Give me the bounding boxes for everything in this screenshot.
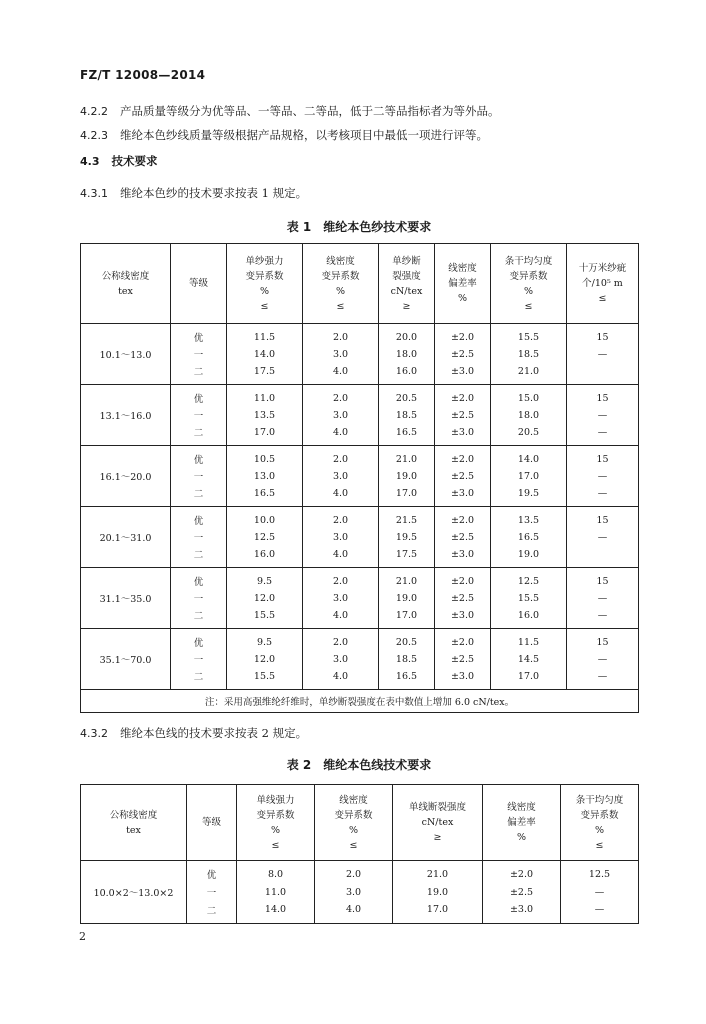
header-text: 线密度 bbox=[448, 263, 477, 274]
value-cell: 21.5 bbox=[379, 507, 435, 528]
value-cell: 19.0 bbox=[393, 882, 483, 903]
grade-cell: 一 bbox=[171, 649, 227, 669]
value-cell: 16.5 bbox=[379, 669, 435, 690]
value-cell: — bbox=[561, 882, 639, 903]
value-cell: — bbox=[567, 405, 639, 425]
value-cell: ±3.0 bbox=[435, 608, 491, 629]
value-cell: ±3.0 bbox=[435, 486, 491, 507]
value-cell: 3.0 bbox=[303, 527, 379, 547]
header-cell bbox=[227, 244, 303, 324]
value-cell: 17.0 bbox=[227, 425, 303, 446]
value-cell: 17.0 bbox=[379, 608, 435, 629]
grade-cell: 优 bbox=[187, 861, 237, 882]
value-cell: ±2.5 bbox=[435, 405, 491, 425]
header-cell bbox=[379, 244, 435, 324]
value-cell: 17.0 bbox=[379, 486, 435, 507]
value-cell: 15 bbox=[567, 324, 639, 345]
density-range-cell: 35.1～70.0 bbox=[81, 629, 171, 690]
value-cell: 4.0 bbox=[315, 903, 393, 924]
value-cell: 16.5 bbox=[227, 486, 303, 507]
value-cell: 16.5 bbox=[379, 425, 435, 446]
value-cell: 21.0 bbox=[393, 861, 483, 882]
value-cell: 4.0 bbox=[303, 669, 379, 690]
header-text: cN/tex bbox=[390, 285, 423, 297]
header-cell bbox=[567, 244, 639, 324]
value-cell: 17.0 bbox=[491, 669, 567, 690]
section-4-3-heading bbox=[80, 153, 158, 169]
value-cell: 17.0 bbox=[393, 903, 483, 924]
value-cell: 2.0 bbox=[303, 324, 379, 345]
header-text: 单线断裂强度 bbox=[408, 802, 466, 813]
value-cell: 4.0 bbox=[303, 608, 379, 629]
density-range-cell: 20.1～31.0 bbox=[81, 507, 171, 568]
header-text: 偏差率 bbox=[507, 817, 536, 828]
value-cell: ±3.0 bbox=[435, 425, 491, 446]
grade-cell: 优 bbox=[171, 568, 227, 589]
header-text: ≤ bbox=[349, 839, 358, 851]
value-cell: 12.5 bbox=[561, 861, 639, 882]
value-cell: ±2.0 bbox=[435, 507, 491, 528]
table1 bbox=[80, 243, 639, 713]
header-text: 裂强度 bbox=[392, 270, 421, 282]
value-cell: — bbox=[567, 425, 639, 446]
value-cell: 19.0 bbox=[379, 588, 435, 608]
table-note: 注：采用高强维纶纤维时，单纱断裂强度在表中数值上增加 6.0 cN/tex。 bbox=[81, 690, 639, 713]
header-cell bbox=[491, 244, 567, 324]
value-cell: 21.0 bbox=[379, 446, 435, 467]
header-text: % bbox=[348, 824, 359, 836]
grade-cell: 一 bbox=[171, 527, 227, 547]
value-cell: 17.5 bbox=[379, 547, 435, 568]
clause-text: 维纶本色线的技术要求按表 2 规定。 bbox=[120, 726, 308, 740]
value-cell: 2.0 bbox=[303, 507, 379, 528]
header-text: % bbox=[516, 832, 527, 843]
value-cell: 15 bbox=[567, 507, 639, 528]
value-cell: ±3.0 bbox=[435, 669, 491, 690]
density-range-cell: 10.0×2～13.0×2 bbox=[93, 888, 174, 899]
header-cell bbox=[315, 785, 393, 861]
value-cell: 10.0 bbox=[227, 507, 303, 528]
value-cell: 16.0 bbox=[379, 364, 435, 385]
paragraph-4-3-2 bbox=[80, 725, 307, 741]
value-cell: 12.5 bbox=[491, 568, 567, 589]
header-cell bbox=[393, 785, 483, 861]
value-cell: 15.5 bbox=[227, 608, 303, 629]
header-text: cN/tex bbox=[421, 817, 454, 828]
header-text: 等级 bbox=[188, 278, 208, 289]
density-range-cell: 31.1～35.0 bbox=[81, 568, 171, 629]
value-cell: 2.0 bbox=[303, 446, 379, 467]
table1-header-row bbox=[81, 244, 639, 324]
page-number: 2 bbox=[79, 930, 86, 943]
value-cell: 14.0 bbox=[227, 344, 303, 364]
value-cell: 4.0 bbox=[303, 364, 379, 385]
table2 bbox=[80, 784, 639, 924]
value-cell: ±2.0 bbox=[435, 385, 491, 406]
header-text: 变异系数 bbox=[509, 270, 548, 282]
header-text: % bbox=[335, 285, 346, 297]
grade-cell: 二 bbox=[171, 608, 227, 629]
value-cell: ±2.5 bbox=[435, 466, 491, 486]
grade-cell: 二 bbox=[171, 364, 227, 385]
value-cell: ±2.5 bbox=[435, 588, 491, 608]
value-cell: 2.0 bbox=[303, 629, 379, 650]
clause-number: 4.3 bbox=[80, 155, 100, 168]
value-cell bbox=[567, 364, 639, 385]
value-cell: 19.5 bbox=[379, 527, 435, 547]
header-text: ≤ bbox=[260, 300, 269, 312]
grade-cell: 二 bbox=[171, 547, 227, 568]
value-cell: — bbox=[567, 608, 639, 629]
header-text: 公称线密度 bbox=[109, 809, 158, 821]
value-cell: 4.0 bbox=[303, 486, 379, 507]
value-cell: 20.5 bbox=[379, 629, 435, 650]
header-text: ≤ bbox=[271, 839, 280, 851]
header-text: 变异系数 bbox=[321, 270, 360, 282]
header-text: 十万米纱疵 bbox=[578, 263, 627, 274]
header-text: 变异系数 bbox=[334, 809, 373, 821]
value-cell: — bbox=[567, 527, 639, 547]
header-cell bbox=[483, 785, 561, 861]
value-cell: 12.0 bbox=[227, 588, 303, 608]
value-cell: 15 bbox=[567, 385, 639, 406]
value-cell: ±2.5 bbox=[435, 344, 491, 364]
header-text: 单纱强力 bbox=[245, 255, 284, 267]
grade-cell: 二 bbox=[171, 669, 227, 690]
value-cell: ±2.0 bbox=[435, 568, 491, 589]
value-cell: 11.0 bbox=[237, 882, 315, 903]
value-cell: — bbox=[567, 669, 639, 690]
header-text: 等级 bbox=[201, 817, 221, 828]
clause-text: 技术要求 bbox=[111, 154, 158, 168]
value-cell: — bbox=[567, 588, 639, 608]
value-cell: — bbox=[561, 903, 639, 924]
value-cell: 13.0 bbox=[227, 466, 303, 486]
value-cell: 2.0 bbox=[303, 568, 379, 589]
header-text: 偏差率 bbox=[448, 278, 477, 289]
header-text: 个/10⁵ m bbox=[582, 278, 623, 289]
value-cell: 12.5 bbox=[227, 527, 303, 547]
header-text: % bbox=[523, 285, 534, 297]
header-text: ≤ bbox=[595, 839, 604, 851]
header-text: 变异系数 bbox=[245, 270, 284, 282]
header-text: ≤ bbox=[598, 293, 607, 304]
value-cell: 3.0 bbox=[303, 466, 379, 486]
grade-cell: 一 bbox=[171, 588, 227, 608]
value-cell: 16.0 bbox=[227, 547, 303, 568]
header-text: 条干均匀度 bbox=[504, 255, 553, 267]
value-cell: 15.0 bbox=[491, 385, 567, 406]
value-cell: 3.0 bbox=[303, 588, 379, 608]
value-cell: 2.0 bbox=[303, 385, 379, 406]
table-row bbox=[81, 507, 639, 528]
header-text: 单纱断 bbox=[392, 255, 421, 267]
value-cell: 3.0 bbox=[303, 344, 379, 364]
value-cell: 15 bbox=[567, 568, 639, 589]
header-text: 变异系数 bbox=[256, 809, 295, 821]
value-cell: 4.0 bbox=[303, 547, 379, 568]
standard-header: FZ/T 12008—2014 bbox=[80, 68, 206, 82]
value-cell bbox=[567, 547, 639, 568]
table-row bbox=[81, 629, 639, 650]
clause-number: 4.2.3 bbox=[80, 129, 108, 142]
value-cell: 3.0 bbox=[303, 649, 379, 669]
value-cell: ±2.5 bbox=[483, 882, 561, 903]
header-text: tex bbox=[118, 285, 133, 297]
clause-number: 4.3.2 bbox=[80, 727, 108, 740]
table-row bbox=[81, 861, 639, 882]
value-cell: 18.5 bbox=[379, 405, 435, 425]
value-cell: 14.0 bbox=[491, 446, 567, 467]
density-range-cell: 13.1～16.0 bbox=[81, 385, 171, 446]
density-range-cell: 16.1～20.0 bbox=[81, 446, 171, 507]
grade-cell: 二 bbox=[171, 486, 227, 507]
header-text: ≤ bbox=[336, 300, 345, 312]
header-text: % bbox=[270, 824, 281, 836]
value-cell: 13.5 bbox=[227, 405, 303, 425]
header-cell bbox=[303, 244, 379, 324]
grade-cell: 优 bbox=[171, 446, 227, 467]
value-cell: 14.5 bbox=[491, 649, 567, 669]
value-cell: 15 bbox=[567, 629, 639, 650]
value-cell: 19.0 bbox=[491, 547, 567, 568]
value-cell: 9.5 bbox=[227, 568, 303, 589]
value-cell: 17.0 bbox=[491, 466, 567, 486]
value-cell: 4.0 bbox=[303, 425, 379, 446]
header-text: 条干均匀度 bbox=[575, 794, 624, 806]
value-cell: 15 bbox=[567, 446, 639, 467]
clause-number: 4.2.2 bbox=[80, 105, 108, 118]
value-cell: ±2.5 bbox=[435, 649, 491, 669]
header-cell bbox=[171, 244, 227, 324]
paragraph-4-2-3 bbox=[80, 127, 488, 143]
header-cell bbox=[81, 244, 171, 324]
value-cell: 18.0 bbox=[379, 344, 435, 364]
value-cell: — bbox=[567, 466, 639, 486]
value-cell: 19.0 bbox=[379, 466, 435, 486]
table-note-row bbox=[81, 690, 639, 713]
value-cell: ±3.0 bbox=[435, 547, 491, 568]
value-cell: ±2.0 bbox=[435, 324, 491, 345]
table1-body bbox=[81, 324, 639, 713]
grade-cell: 优 bbox=[171, 385, 227, 406]
value-cell: 18.5 bbox=[379, 649, 435, 669]
value-cell: 15.5 bbox=[491, 588, 567, 608]
clause-text: 产品质量等级分为优等品、一等品、二等品，低于二等品指标者为等外品。 bbox=[120, 104, 500, 118]
value-cell: 18.5 bbox=[491, 344, 567, 364]
header-text: 线密度 bbox=[507, 802, 536, 813]
value-cell: — bbox=[567, 649, 639, 669]
value-cell: 20.0 bbox=[379, 324, 435, 345]
grade-cell: 一 bbox=[187, 882, 237, 903]
value-cell: — bbox=[567, 486, 639, 507]
value-cell: 12.0 bbox=[227, 649, 303, 669]
value-cell: 16.5 bbox=[491, 527, 567, 547]
value-cell: 14.0 bbox=[237, 903, 315, 924]
density-range-cell: 10.1～13.0 bbox=[99, 350, 152, 361]
value-cell: 15.5 bbox=[491, 324, 567, 345]
header-text: ≤ bbox=[524, 300, 533, 312]
header-cell bbox=[237, 785, 315, 861]
value-cell: 13.5 bbox=[491, 507, 567, 528]
header-text: 单线强力 bbox=[256, 794, 295, 806]
paragraph-4-3-1 bbox=[80, 185, 307, 201]
value-cell: 8.0 bbox=[237, 861, 315, 882]
header-text: 变异系数 bbox=[580, 809, 619, 821]
grade-cell: 二 bbox=[171, 425, 227, 446]
header-text: % bbox=[259, 285, 270, 297]
value-cell: ±3.0 bbox=[435, 364, 491, 385]
header-text: ≥ bbox=[433, 832, 442, 843]
table-row bbox=[81, 324, 639, 345]
value-cell: 16.0 bbox=[491, 608, 567, 629]
header-text: ≥ bbox=[402, 300, 411, 312]
table2-body bbox=[81, 861, 639, 924]
table-row bbox=[81, 446, 639, 467]
value-cell: 3.0 bbox=[315, 882, 393, 903]
grade-cell: 优 bbox=[171, 507, 227, 528]
value-cell: 18.0 bbox=[491, 405, 567, 425]
grade-cell: 优 bbox=[171, 629, 227, 650]
paragraph-4-2-2 bbox=[80, 103, 500, 119]
value-cell: ±3.0 bbox=[483, 903, 561, 924]
value-cell: 21.0 bbox=[491, 364, 567, 385]
grade-cell: 一 bbox=[171, 344, 227, 364]
value-cell: 3.0 bbox=[303, 405, 379, 425]
header-text: 线密度 bbox=[326, 255, 355, 267]
grade-cell: 一 bbox=[171, 405, 227, 425]
header-cell bbox=[435, 244, 491, 324]
header-text: 线密度 bbox=[339, 794, 368, 806]
value-cell: 11.5 bbox=[227, 324, 303, 345]
header-cell bbox=[81, 785, 187, 861]
value-cell: 20.5 bbox=[379, 385, 435, 406]
table1-caption: 表 1 维纶本色纱技术要求 bbox=[286, 220, 432, 234]
value-cell: 9.5 bbox=[227, 629, 303, 650]
table2-header-row bbox=[81, 785, 639, 861]
value-cell: 10.5 bbox=[227, 446, 303, 467]
header-text: tex bbox=[126, 824, 141, 836]
value-cell: 17.5 bbox=[227, 364, 303, 385]
grade-cell: 一 bbox=[171, 466, 227, 486]
value-cell: 20.5 bbox=[491, 425, 567, 446]
table2-caption: 表 2 维纶本色线技术要求 bbox=[286, 758, 432, 772]
header-text: % bbox=[457, 293, 468, 304]
header-cell bbox=[561, 785, 639, 861]
clause-number: 4.3.1 bbox=[80, 187, 108, 200]
clause-text: 维纶本色纱线质量等级根据产品规格，以考核项目中最低一项进行评等。 bbox=[120, 128, 488, 142]
grade-cell: 二 bbox=[187, 903, 237, 924]
value-cell: 11.5 bbox=[491, 629, 567, 650]
value-cell: 19.5 bbox=[491, 486, 567, 507]
header-text: % bbox=[594, 824, 605, 836]
value-cell: ±2.5 bbox=[435, 527, 491, 547]
value-cell: 15.5 bbox=[227, 669, 303, 690]
grade-cell: 优 bbox=[171, 324, 227, 345]
header-cell bbox=[187, 785, 237, 861]
value-cell: 2.0 bbox=[315, 861, 393, 882]
value-cell: 11.0 bbox=[227, 385, 303, 406]
value-cell: ±2.0 bbox=[435, 446, 491, 467]
table-row bbox=[81, 568, 639, 589]
header-text: 公称线密度 bbox=[101, 270, 150, 282]
table-row bbox=[81, 385, 639, 406]
value-cell: ±2.0 bbox=[435, 629, 491, 650]
value-cell: — bbox=[567, 344, 639, 364]
value-cell: ±2.0 bbox=[483, 861, 561, 882]
clause-text: 维纶本色纱的技术要求按表 1 规定。 bbox=[120, 186, 308, 200]
value-cell: 21.0 bbox=[379, 568, 435, 589]
